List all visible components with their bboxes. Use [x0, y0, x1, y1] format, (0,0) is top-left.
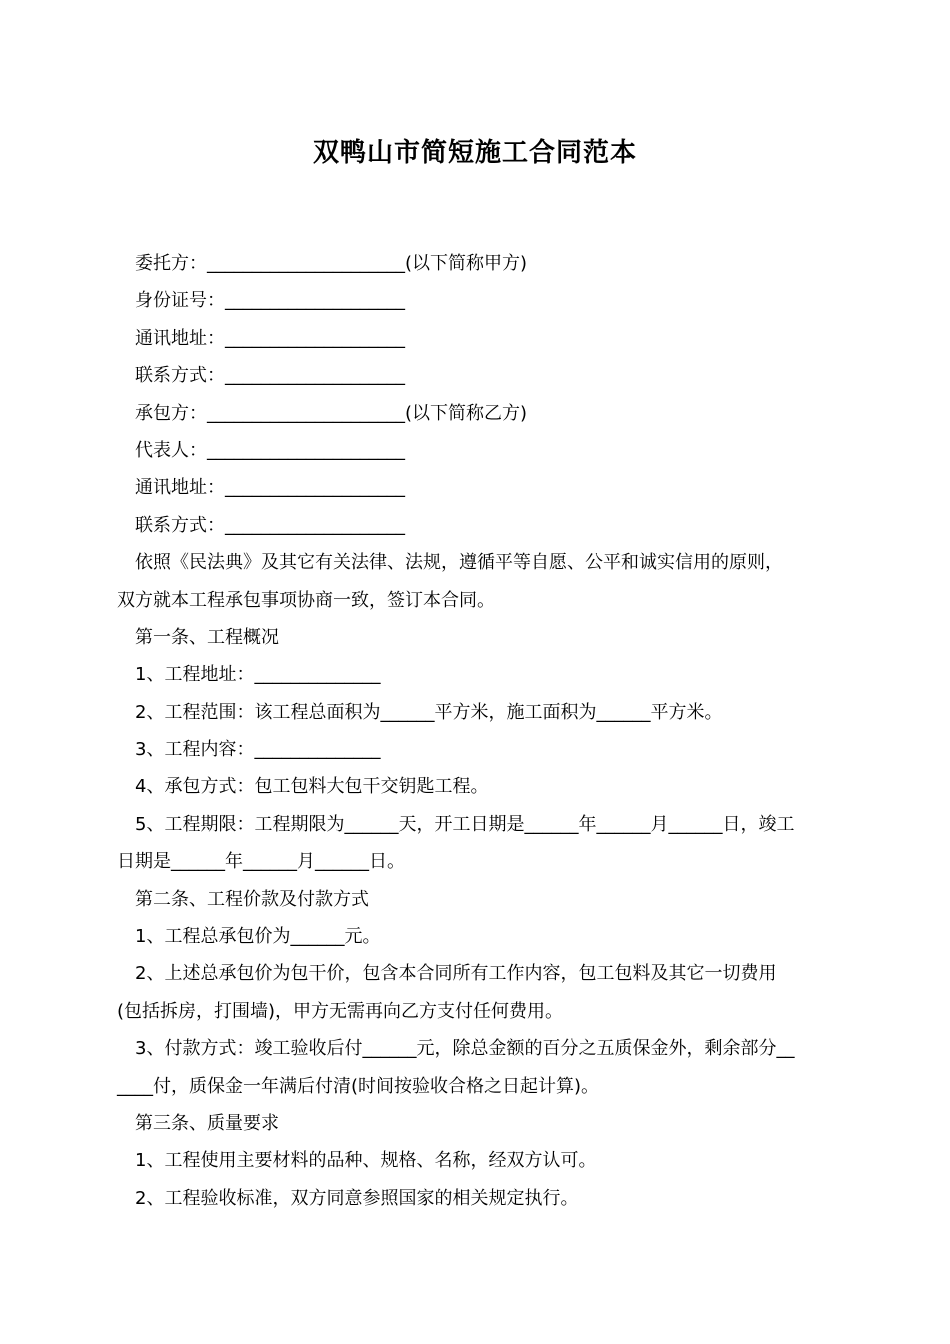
document-title: 双鸭山市简短施工合同范本: [312, 138, 637, 168]
contractor-contact-line: 联系方式：____________________: [135, 514, 405, 536]
contractor-address-line: 通讯地址：____________________: [135, 477, 405, 499]
article-3-item-2: 2、工程验收标准，双方同意参照国家的相关规定执行。: [135, 1187, 579, 1209]
article-3-item-1: 1、工程使用主要材料的品种、规格、名称，经双方认可。: [135, 1150, 597, 1172]
article-1-item-2: 2、工程范围：该工程总面积为______平方米，施工面积为______平方米。: [135, 701, 723, 723]
article-2-item-3-line-1: 3、付款方式：竣工验收后付______元，除总金额的百分之五质保金外，剩余部分__: [135, 1038, 795, 1060]
contractor-line: 承包方：______________________(以下简称乙方): [135, 402, 528, 424]
intro-line-2: 双方就本工程承包事项协商一致，签订本合同。: [117, 589, 495, 611]
client-contact-line: 联系方式：____________________: [135, 365, 405, 387]
article-1-item-5-line-2: 日期是______年______月______日。: [117, 851, 405, 873]
article-2-heading: 第二条、工程价款及付款方式: [135, 888, 369, 910]
article-1-heading: 第一条、工程概况: [135, 626, 279, 648]
article-3-heading: 第三条、质量要求: [135, 1112, 279, 1134]
article-1-item-5-line-1: 5、工程期限：工程期限为______天，开工日期是______年______月______日，竣工: [135, 813, 795, 835]
document-body: [117, 245, 837, 1217]
article-2-item-2-line-2: (包括拆房，打围墙)，甲方无需再向乙方支付任何费用。: [117, 1000, 564, 1022]
article-1-item-3: 3、工程内容：______________: [135, 739, 381, 761]
client-id-line: 身份证号：____________________: [135, 290, 405, 312]
article-2-item-1: 1、工程总承包价为______元。: [135, 926, 381, 948]
article-1-item-4: 4、承包方式：包工包料大包干交钥匙工程。: [135, 776, 489, 798]
article-1-item-1: 1、工程地址：______________: [135, 664, 381, 686]
article-2-item-2-line-1: 2、上述总承包价为包干价，包含本合同所有工作内容，包工包料及其它一切费用: [135, 963, 777, 985]
client-line: 委托方：______________________(以下简称甲方): [135, 253, 528, 274]
article-2-item-3-line-2: ____付，质保金一年满后付清(时间按验收合格之日起计算)。: [117, 1075, 600, 1097]
intro-line-1: 依照《民法典》及其它有关法律、法规，遵循平等自愿、公平和诚实信用的原则，: [135, 552, 783, 574]
client-address-line: 通讯地址：____________________: [135, 327, 405, 349]
contractor-representative-line: 代表人：______________________: [135, 439, 405, 461]
